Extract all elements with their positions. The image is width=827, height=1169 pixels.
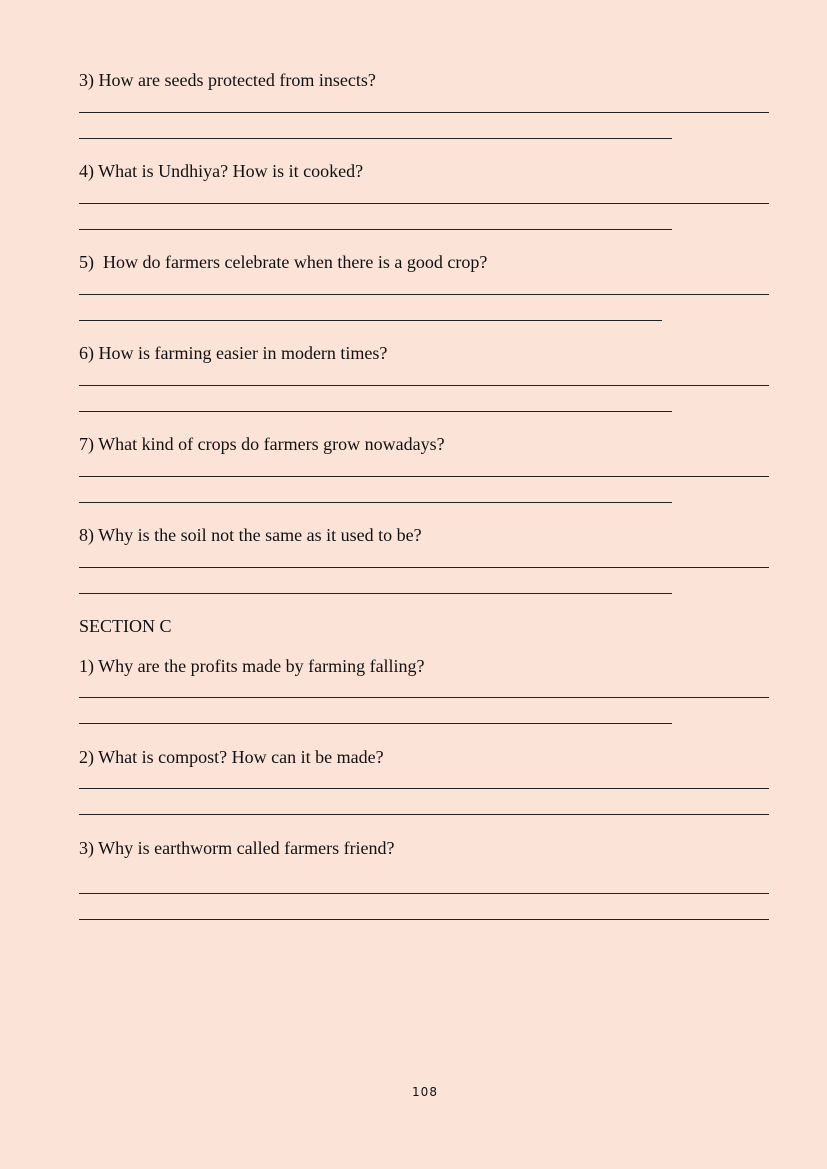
answer-line[interactable] xyxy=(79,294,769,295)
page-number: 108 xyxy=(412,1085,438,1099)
answer-line[interactable] xyxy=(79,229,672,230)
question-b3: 3) How are seeds protected from insects? xyxy=(79,70,376,90)
question-b6: 6) How is farming easier in modern times? xyxy=(79,343,388,363)
question-b8: 8) Why is the soil not the same as it used to be? xyxy=(79,525,422,545)
answer-line[interactable] xyxy=(79,138,672,139)
answer-line[interactable] xyxy=(79,567,769,568)
answer-line[interactable] xyxy=(79,411,672,412)
answer-line[interactable] xyxy=(79,203,769,204)
answer-line[interactable] xyxy=(79,112,769,113)
answer-line[interactable] xyxy=(79,476,769,477)
question-b4: 4) What is Undhiya? How is it cooked? xyxy=(79,161,364,181)
question-c3: 3) Why is earthworm called farmers friend? xyxy=(79,838,395,858)
question-b7: 7) What kind of crops do farmers grow nowadays? xyxy=(79,434,445,454)
question-b5: 5) How do farmers celebrate when there is a good crop? xyxy=(79,252,488,272)
answer-line[interactable] xyxy=(79,320,662,321)
answer-line[interactable] xyxy=(79,502,672,503)
question-c1: 1) Why are the profits made by farming falling? xyxy=(79,656,425,676)
answer-line[interactable] xyxy=(79,893,769,894)
section-c-heading: SECTION C xyxy=(79,616,172,636)
answer-line[interactable] xyxy=(79,593,672,594)
answer-line[interactable] xyxy=(79,723,672,724)
question-c2: 2) What is compost? How can it be made? xyxy=(79,747,384,767)
answer-line[interactable] xyxy=(79,919,769,920)
answer-line[interactable] xyxy=(79,697,769,698)
answer-line[interactable] xyxy=(79,385,769,386)
answer-line[interactable] xyxy=(79,788,769,789)
answer-line[interactable] xyxy=(79,814,769,815)
